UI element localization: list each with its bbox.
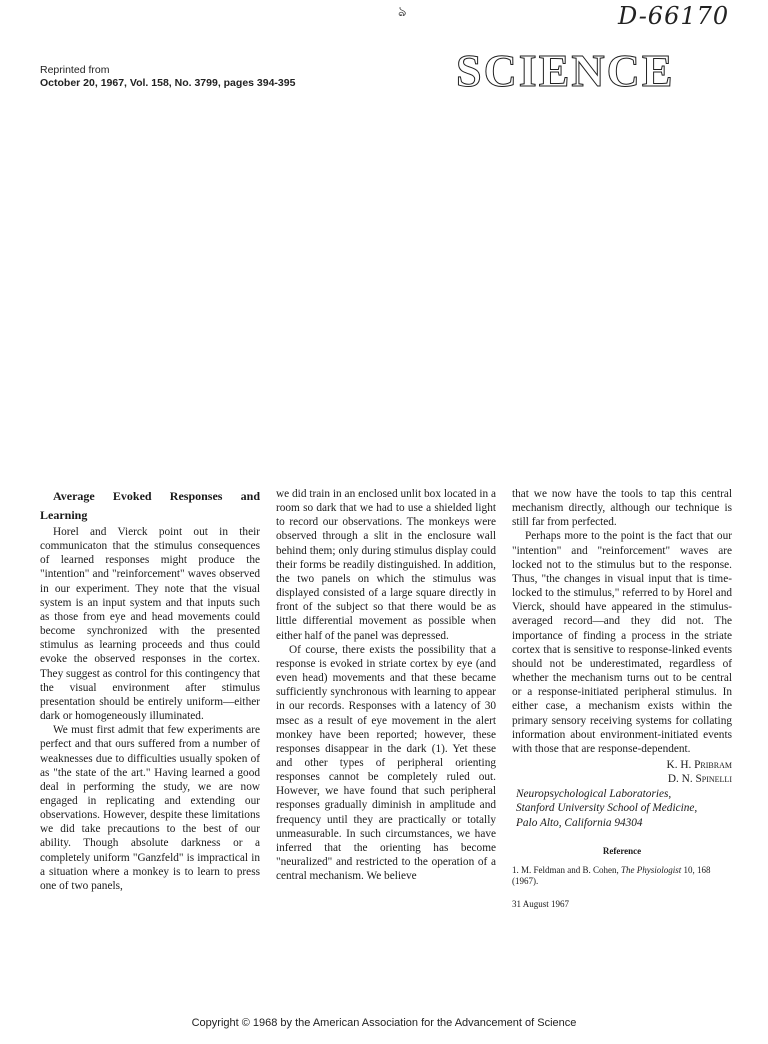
author-name: K. H. Pribram	[666, 758, 732, 771]
paragraph: we did train in an enclosed unlit box located in a room so dark that we had to use a shielded light to record our observations. The monkeys were observed through a slit in the enclosure wall behind them; only during stimulus display could their forms be readily distinguished. In addition, the two panels on which the stimulus was displayed consisted of a large square directly in front of the subject so that there would be as little differential movement as possible when either half of the panel was depressed.	[276, 488, 496, 642]
column-2	[276, 487, 496, 883]
reference-heading: Reference	[602, 846, 642, 857]
publication-details: October 20, 1967, Vol. 158, No. 3799, pages 394-395	[40, 77, 296, 89]
affiliation	[516, 787, 732, 831]
paragraph: We must first admit that few experiments are perfect and that ours suffered from a number of weaknesses due to difficulties usually spoken of as "the state of the art." Having learned a good deal in performing the study, we are now engaged in replicating and extending our observations. However, despite these limitations we did take precautions to the best of our ability. Though absolute darkness or a completely uniform "Ganzfeld" is impractical in a situation where a monkey is to learn to press one of two panels,	[40, 724, 260, 892]
handwritten-catalog-number: D-66170	[618, 2, 730, 30]
paragraph: Of course, there exists the possibility that a response is evoked in striate cortex by eye (and even head) movements and that these became sufficiently synchronous with learning to appear in our records. Responses with a latency of 30 msec as a result of eye movement in the alert monkey have been reported; however, these responses disappear in the dark (1). Yet these and other types of peripheral orienting responses cannot be completely ruled out. However, we have found that such peripheral responses gradually diminish in amplitude and frequency until they are practically or totally unmeasurable. In such circumstances, we have inferred that the orienting has become "neuralized" and restricted to the operation of a central mechanism. We believe	[276, 643, 496, 883]
article-heading: Average Evoked Responses and Learning	[40, 489, 260, 522]
affiliation-line: Neuropsychological Laboratories,	[516, 787, 672, 800]
column-3	[512, 487, 732, 911]
paragraph: Horel and Vierck point out in their communicaton that the stimulus consequences of learned responses might produce the "intention" and "reinforcement" waves observed in our experiment. They note that the visual system is an input system and that inputs such as those from eye and head movements could become synchronized with the presented stimulus as learning proceeds and thus could evoke the observed responses in the cortex. They suggest as control for this contingency that the visual environment after stimulus presentation should be entirely uniform—either dark or homogeneously illuminated.	[40, 526, 260, 723]
author-list	[512, 758, 732, 787]
affiliation-line: Palo Alto, California 94304	[516, 816, 643, 829]
affiliation-line: Stanford University School of Medicine,	[516, 802, 698, 815]
author-name: D. N. Spinelli	[667, 773, 732, 786]
reprint-notice	[40, 64, 295, 90]
journal-logo: SCIENCE	[456, 45, 675, 96]
stamp-mark: ঌ	[398, 5, 407, 20]
reference-volume: 10, 168 (1967).	[512, 864, 711, 886]
submission-date: 31 August 1967	[512, 898, 570, 909]
copyright-notice: Copyright © 1968 by the American Association for the Advancement of Science	[191, 1017, 577, 1029]
paragraph: Perhaps more to the point is the fact that our "intention" and "reinforcement" waves are locked not to the stimulus but to the response. Thus, "the changes in visual input that is time-locked to the stimulus," referred to by Horel and Vierck, should have appeared in the stimulus-averaged record—and they did not. The importance of finding a process in the striate cortex that is sensitive to response-linked events should not be underestimated, regardless of whether the mechanism turns out to be central or a response-initiated peripheral stimulus. In either case, a mechanism exists within the primary sensory receiving systems for collating information about environment-initiated events with those that are response-dependent.	[512, 530, 732, 755]
column-1	[40, 487, 260, 893]
paragraph: that we now have the tools to tap this central mechanism directly, although our technique is still far from perfected.	[512, 488, 732, 529]
reference-authors: 1. M. Feldman and B. Cohen,	[512, 864, 621, 875]
reference-journal: The Physiologist	[621, 864, 682, 875]
reprint-line: Reprinted from	[40, 64, 110, 76]
reference-item	[512, 865, 732, 887]
